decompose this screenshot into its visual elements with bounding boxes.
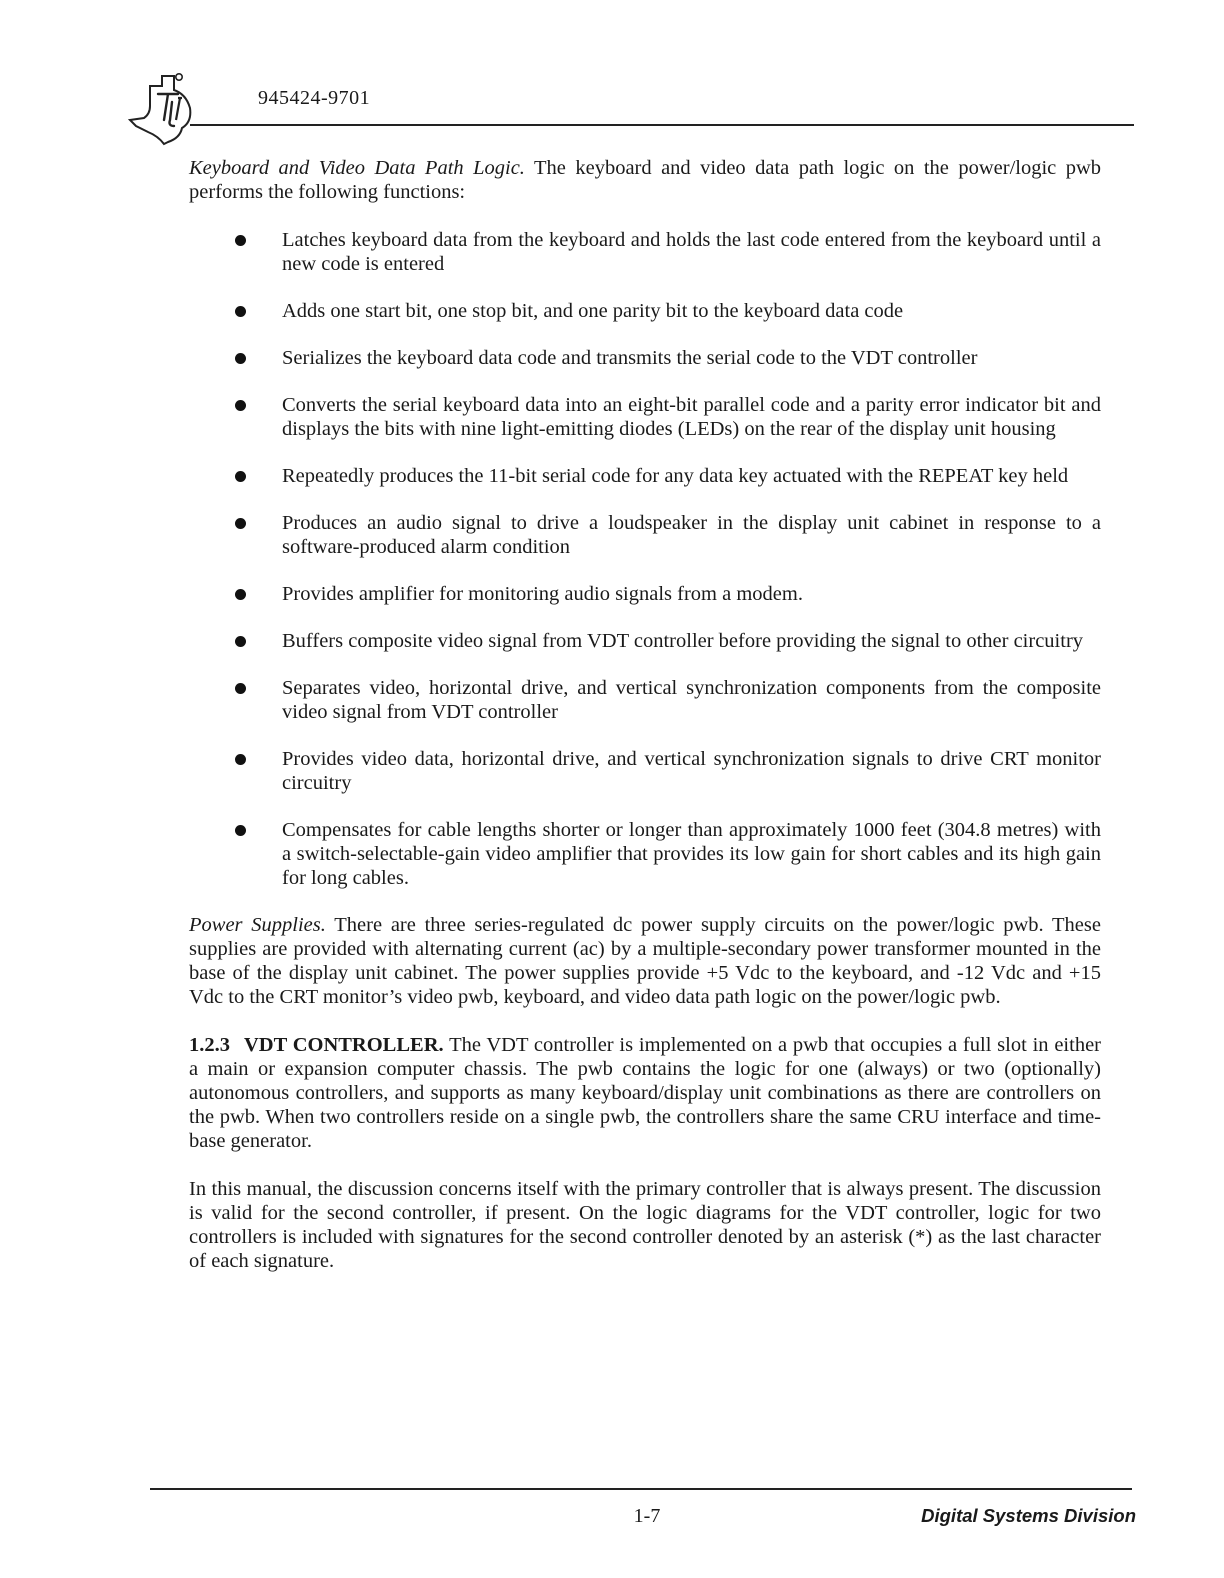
bullet-icon [235,518,246,529]
header-divider [190,124,1134,126]
list-item: Separates video, horizontal drive, and vertical synchronization components from the composite video signal from VDT controller [189,676,1101,724]
list-item: Provides amplifier for monitoring audio signals from a modem. [189,582,1101,606]
power-heading: Power Supplies. [189,914,326,936]
list-item: Serializes the keyboard data code and transmits the serial code to the VDT controller [189,346,1101,370]
vdt-paragraph-2: In this manual, the discussion concerns itself with the primary controller that is always present. The discussion is valid for the second controller, if present. On the logic diagrams for the VDT controller, logic for two controllers is included with signatures for the second controller denoted by an asterisk (*) as the last character of each signature. [189,1178,1101,1272]
keyboard-heading: Keyboard and Video Data Path Logic. [189,157,525,179]
bullet-icon [235,235,246,246]
bullet-icon [235,589,246,600]
doc-number: 945424-9701 [258,87,371,109]
keyboard-paragraph [189,156,1101,204]
vdt-text: The VDT controller is implemented on a pwb that occupies a full slot in either a main or expansion computer chassis. The pwb contains the logic for one (always) or two (optionally) autonomous controllers, and supports as many keyboard/display unit combinations as there are controllers on the pwb. When two controllers reside on a single pwb, the controllers share the same CRU interface and time-base generator. [189,1034,1102,1152]
list-item: Compensates for cable lengths shorter or longer than approximately 1000 feet (304.8 metres) with a switch-selectable-gain video amplifier that provides its low gain for short cables and its high gain for long cables. [189,818,1101,890]
bullet-icon [235,400,246,411]
division-name: Digital Systems Division [921,1505,1136,1526]
list-item: Buffers composite video signal from VDT controller before providing the signal to other circuitry [189,629,1101,653]
vdt-paragraph [189,1033,1101,1153]
bullet-icon [235,353,246,364]
section-number: 1.2.3 [189,1034,230,1056]
footer-divider [150,1488,1132,1490]
bullet-icon [235,636,246,647]
bullet-icon [235,683,246,694]
bullet-icon [235,754,246,765]
list-item: Converts the serial keyboard data into an eight-bit parallel code and a parity error indicator bit and displays the bits with nine light-emitting diodes (LEDs) on the rear of the display unit housing [189,393,1101,441]
power-text: There are three series-regulated dc power supply circuits on the power/logic pwb. These supplies are provided with alternating current (ac) by a multiple-secondary power transformer mounted in the base of the display unit cabinet. The power supplies provide +5 Vdc to the keyboard, and -12 Vdc and +15 Vdc to the CRT monitor’s video pwb, keyboard, and video data path logic on the power/logic pwb. [189,914,1101,1008]
list-item: Adds one start bit, one stop bit, and one parity bit to the keyboard data code [189,299,1101,323]
keyboard-intro: The keyboard and video data path logic on the power/logic pwb performs the following functions: [189,157,1102,203]
list-item: Provides video data, horizontal drive, and vertical synchronization signals to drive CRT monitor circuitry [189,747,1101,795]
section-title: VDT CONTROLLER. [244,1034,444,1056]
ti-logo-icon [128,68,208,148]
list-item: Latches keyboard data from the keyboard and holds the last code entered from the keyboard until a new code is entered [189,228,1101,276]
list-item: Produces an audio signal to drive a loudspeaker in the display unit cabinet in response to a software-produced alarm condition [189,511,1101,559]
bullet-icon [235,825,246,836]
power-paragraph [189,913,1101,1009]
page-number: 1-7 [633,1505,661,1527]
bullet-icon [235,306,246,317]
list-item: Repeatedly produces the 11-bit serial code for any data key actuated with the REPEAT key held [189,464,1101,488]
function-list [189,228,1101,890]
bullet-icon [235,471,246,482]
page-body [189,156,1101,1273]
